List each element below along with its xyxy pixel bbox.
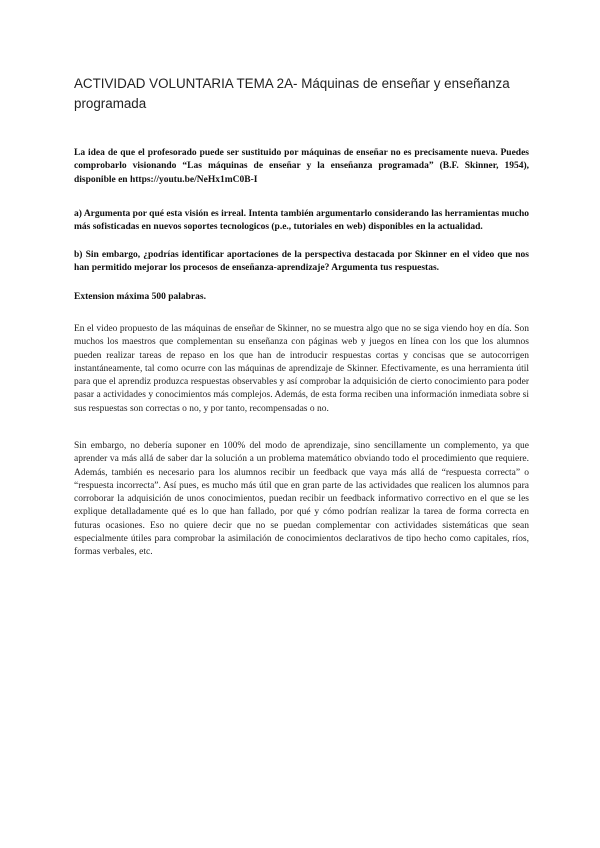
prompt-question-a: a) Argumenta por qué esta visión es irreal. Intenta también argumentarlo considerando las herramientas mucho más sofisticadas en nuevos soportes tecnologicos (p.e., tutoriales en web) disponibles en la actualidad. (74, 209, 529, 233)
prompt-extension-limit: Extension máxima 500 palabras. (74, 292, 206, 302)
prompt-intro: La idea de que el profesorado puede ser sustituido por máquinas de enseñar no es precisamente nueva. Puedes comprobarlo visionando “Las máquinas de enseñar y la enseñanza programada” (B.F. Skinner, 1954), disponible en https://youtu.be/NeHx1mC0B-I (74, 148, 529, 185)
prompt-question-b: b) Sin embargo, ¿podrías identificar aportaciones de la perspectiva destacada por Skinner en el video que nos han permitido mejorar los procesos de enseñanza-aprendizaje? Argumenta tus respuestas. (74, 250, 529, 274)
answer-paragraph-2: Sin embargo, no debería suponer en 100% del modo de aprendizaje, sino sencillamente un complemento, ya que aprender va más allá de saber dar la solución a un problema matemático obviando todo el procedimiento que requiere. Además, también es necesario para los alumnos recibir un feedback que vaya más allá de “respuesta correcta” o “respuesta incorrecta”. Así pues, es mucho más útil que en gran parte de las actividades que realicen los alumnos para corroborar la adquisición de unos conocimientos, puedan recibir un feedback informativo correctivo en el que se les explique detalladamente qué es lo que han fallado, por qué y cómo podrían realizar la tarea de forma correcta en futuras ocasiones. Eso no quiere decir que no se puedan complementar con actividades sistemáticas que sean especialmente útiles para comprobar la asimilación de conocimientos declarativos de tipo hecho como capitales, ríos, formas verbales, etc. (74, 441, 529, 558)
document-title: ACTIVIDAD VOLUNTARIA TEMA 2A- Máquinas de enseñar y enseñanza programada (74, 76, 510, 111)
answer-paragraph-1: En el video propuesto de las máquinas de enseñar de Skinner, no se muestra algo que no se siga viendo hoy en día. Son muchos los maestros que complementan su enseñanza con páginas web y juegos en línea con los que los alumnos pueden realizar tareas de repaso en los que han de introducir respuestas cortas y concisas que se autocorrigen instantáneamente, tal como ocurre con las máquinas de aprendizaje de Skinner. Efectivamente, es una herramienta útil para que el aprendiz produzca respuestas observables y así comprobar la adquisición de cierto conocimiento para poder pasar a actividades y conocimientos más complejos. Además, de esta forma reciben una información inmediata sobre si sus respuestas son correctas o no, y por tanto, recompensadas o no. (74, 324, 529, 414)
